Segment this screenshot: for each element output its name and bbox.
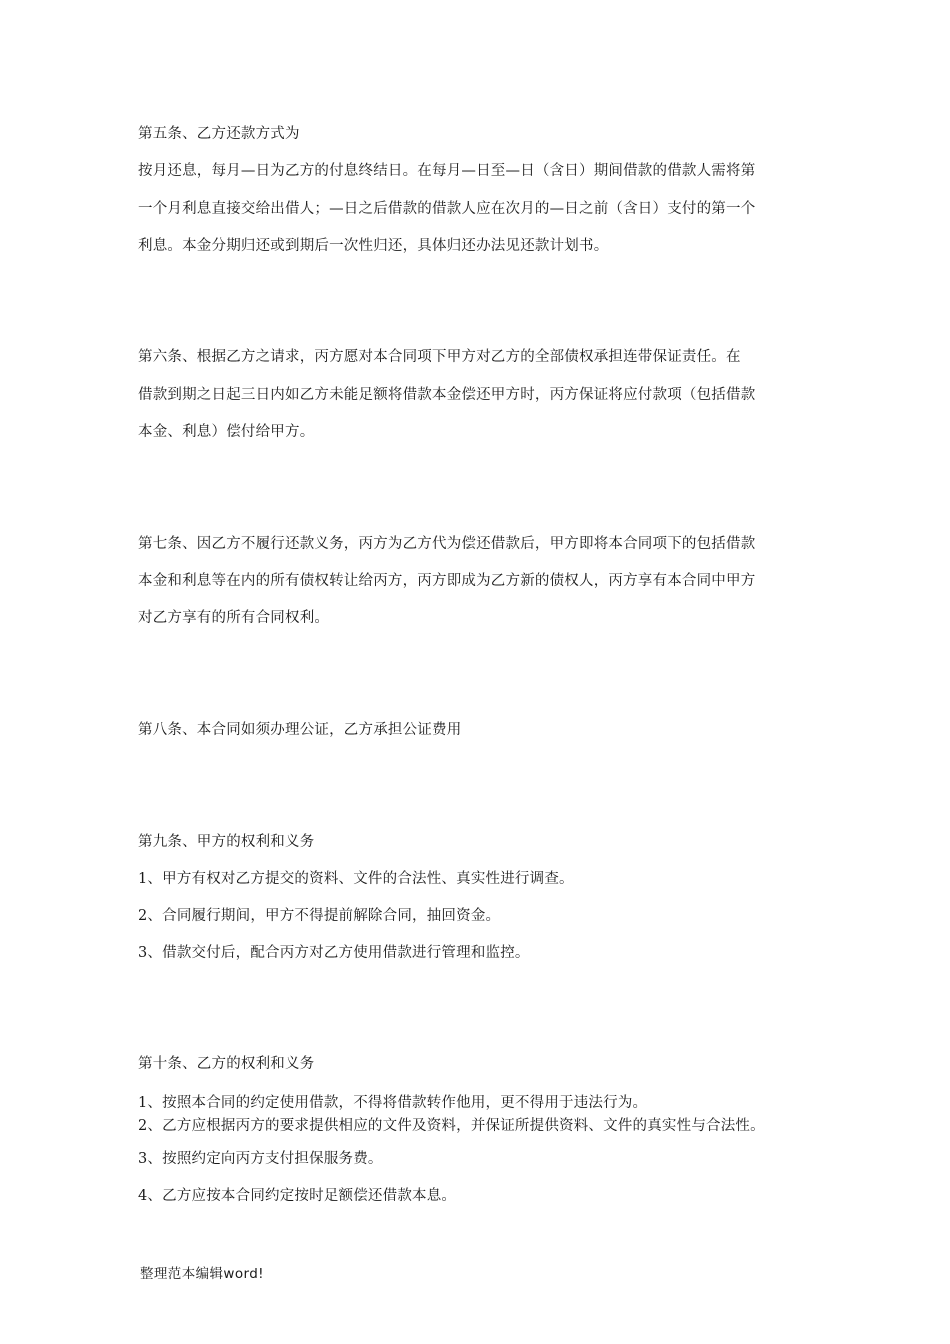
article-5-line-3: 利息。本金分期归还或到期后一次性归还，具体归还办法见还款计划书。 xyxy=(138,238,609,254)
article-9-heading: 第九条、甲方的权利和义务 xyxy=(138,834,315,850)
page-footer: 整理范本编辑word! xyxy=(140,1266,264,1282)
article-10-item-4: 4、乙方应按本合同约定按时足额偿还借款本息。 xyxy=(138,1188,457,1204)
article-9-item-1: 1、甲方有权对乙方提交的资料、文件的合法性、真实性进行调查。 xyxy=(138,871,574,887)
article-6-line-1: 第六条、根据乙方之请求，丙方愿对本合同项下甲方对乙方的全部债权承担连带保证责任。在 xyxy=(138,349,741,365)
article-9-item-3: 3、借款交付后，配合丙方对乙方使用借款进行管理和监控。 xyxy=(138,945,530,961)
article-7-line-1: 第七条、因乙方不履行还款义务，丙方为乙方代为偿还借款后，甲方即将本合同项下的包括借款 xyxy=(138,536,756,552)
article-5-line-1: 按月还息，每月—日为乙方的付息终结日。在每月—日至—日（含日）期间借款的借款人需将第 xyxy=(138,163,756,179)
article-6-line-3: 本金、利息）偿付给甲方。 xyxy=(138,424,315,440)
article-8-heading: 第八条、本合同如须办理公证，乙方承担公证费用 xyxy=(138,722,462,738)
article-9-item-2: 2、合同履行期间，甲方不得提前解除合同，抽回资金。 xyxy=(138,908,501,924)
article-10-item-3: 3、按照约定向丙方支付担保服务费。 xyxy=(138,1151,383,1167)
article-10-item-1: 1、按照本合同的约定使用借款，不得将借款转作他用，更不得用于违法行为。 xyxy=(138,1095,648,1111)
article-10-item-2: 2、乙方应根据丙方的要求提供相应的文件及资料，并保证所提供资料、文件的真实性与合法性。 xyxy=(138,1118,765,1134)
article-5-heading: 第五条、乙方还款方式为 xyxy=(138,126,300,142)
article-7-line-2: 本金和利息等在内的所有债权转让给丙方，丙方即成为乙方新的债权人，丙方享有本合同中甲方 xyxy=(138,573,756,589)
article-7-line-3: 对乙方享有的所有合同权利。 xyxy=(138,610,330,626)
article-10-heading: 第十条、乙方的权利和义务 xyxy=(138,1056,315,1072)
article-5-line-2: 一个月利息直接交给出借人；—日之后借款的借款人应在次月的—日之前（含日）支付的第一个 xyxy=(138,201,756,217)
article-6-line-2: 借款到期之日起三日内如乙方未能足额将借款本金偿还甲方时，丙方保证将应付款项（包括借款 xyxy=(138,387,756,403)
